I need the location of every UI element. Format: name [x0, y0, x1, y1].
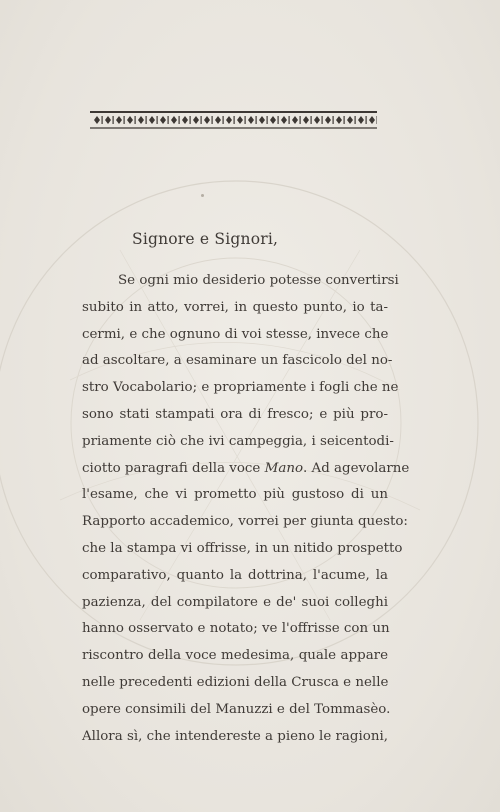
ornament-diamond — [270, 116, 276, 124]
ornament-bar — [344, 116, 345, 124]
ornament-bar — [355, 116, 356, 124]
ornament-diamond — [215, 116, 221, 124]
salutation: Signore e Signori, — [132, 230, 279, 248]
body-line: Se ogni mio desiderio potesse convertirsi — [118, 273, 399, 288]
ornament-diamond — [149, 116, 155, 124]
ornament-bar — [267, 116, 268, 124]
body-line: cermi, e che ognuno di voi stesse, invece che — [82, 326, 389, 342]
ornament-diamond — [160, 116, 166, 124]
ornament-bar — [190, 116, 191, 124]
ornament-bar — [300, 116, 301, 124]
ornament-diamond — [171, 116, 177, 124]
body-line: sono stati stampati ora di fresco; e più pro- — [82, 406, 388, 422]
ornament-diamond — [127, 116, 133, 124]
ornament-bar — [366, 116, 367, 124]
ornament-diamond — [325, 116, 331, 124]
ornament-diamond — [226, 116, 232, 124]
body-line: opere consimili del Manuzzi e del Tommasèo. — [82, 701, 391, 717]
ornament-diamond — [248, 116, 254, 124]
ornament-diamond — [314, 116, 320, 124]
ornament-bar — [256, 116, 257, 124]
body-line: che la stampa vi offrisse, in un nitido prospetto — [82, 540, 403, 556]
ornament-bar — [245, 116, 246, 124]
ink-speck — [201, 194, 204, 197]
ornament-diamond — [94, 116, 100, 124]
ornament-diamond — [237, 116, 243, 124]
ornament-bar — [168, 116, 169, 124]
ornament-bar — [377, 116, 378, 124]
ornament-diamond — [116, 116, 122, 124]
body-line: l'esame, che vi prometto più gustoso di un — [82, 487, 388, 503]
ornament-bar — [135, 116, 136, 124]
ornament-diamond — [347, 116, 353, 124]
ornament-bar — [146, 116, 147, 124]
ornament-bar — [179, 116, 180, 124]
ornament-diamond — [105, 116, 111, 124]
body-line: priamente ciò che ivi campeggia, i seicentodi- — [82, 433, 394, 449]
body-line: Allora sì, che intendereste a pieno le ragioni, — [82, 728, 388, 744]
ornament-diamond — [281, 116, 287, 124]
body-line: hanno osservato e notato; ve l'offrisse con un — [82, 621, 390, 637]
ornament-bar — [201, 116, 202, 124]
body-line: Rapporto accademico, vorrei per giunta questo: — [82, 514, 408, 530]
ornament-diamond — [369, 116, 375, 124]
ornament-bar — [223, 116, 224, 124]
body-line: subito in atto, vorrei, in questo punto, io ta- — [82, 299, 388, 315]
body-line: stro Vocabolario; e propriamente i fogli che ne — [82, 380, 399, 396]
ornament-diamond — [358, 116, 364, 124]
ornament-bar — [113, 116, 114, 124]
ornament-diamond — [303, 116, 309, 124]
ornament-bar — [322, 116, 323, 124]
ornament-bar — [157, 116, 158, 124]
body-line: pazienza, del compilatore e de' suoi colleghi — [82, 594, 388, 610]
ornament-diamond — [336, 116, 342, 124]
body-text — [82, 268, 410, 750]
ornament-bar — [212, 116, 213, 124]
body-line: riscontro della voce medesima, quale appare — [82, 648, 388, 664]
body-line: ad ascoltare, a esaminare un fascicolo del no- — [82, 353, 393, 369]
header-ornament-icon — [90, 109, 377, 131]
ornament-bar — [278, 116, 279, 124]
ornament-bar — [333, 116, 334, 124]
ornament-diamond — [138, 116, 144, 124]
ornament-diamond — [292, 116, 298, 124]
ornament-diamond — [204, 116, 210, 124]
body-line: nelle precedenti edizioni della Crusca e nelle — [82, 674, 389, 690]
ornament-bar — [102, 116, 103, 124]
body-line: comparativo, quanto la dottrina, l'acume, la — [82, 567, 388, 583]
ornament-diamond — [193, 116, 199, 124]
ornament-diamond — [259, 116, 265, 124]
ornament-bar — [234, 116, 235, 124]
ornament-bar — [289, 116, 290, 124]
ornament-bar — [124, 116, 125, 124]
body-line: ciotto paragrafi della voce Mano. Ad agevolarne — [82, 460, 410, 476]
italic-term: Mano — [264, 460, 304, 476]
ornament-bar — [311, 116, 312, 124]
ornament-diamond — [182, 116, 188, 124]
